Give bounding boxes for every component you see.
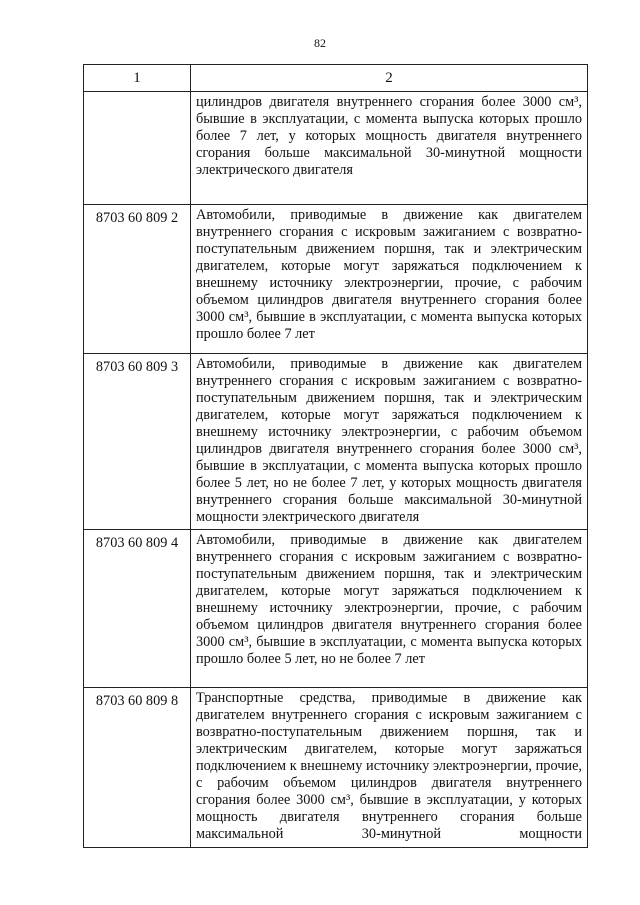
column-header-2: 2	[191, 65, 588, 92]
tariff-table	[83, 64, 588, 848]
table-row	[84, 354, 588, 530]
column-header-1: 1	[84, 65, 191, 92]
description-cell: Автомобили, приводимые в движение как двигателем внутреннего сгорания с искровым зажиганием с возвратно-поступательным движением поршня, так и электрическим двигателем, которые могут заряжаться подключением к внешнему источнику электроэнергии, с рабочим объемом цилиндров двигателя внутреннего сгорания более 3000 см³, бывшие в эксплуатации, с момента выпуска которых прошло более 5 лет, но не более 7 лет, у которых мощность двигателя внутреннего сгорания больше максимальной 30-минутной мощности электрического двигателя	[191, 354, 588, 530]
description-cell: Автомобили, приводимые в движение как двигателем внутреннего сгорания с искровым зажиганием с возвратно-поступательным движением поршня, так и электрическим двигателем, которые могут заряжаться подключением к внешнему источнику электроэнергии, прочие, с рабочим объемом цилиндров двигателя внутреннего сгорания более 3000 см³, бывшие в эксплуатации, с момента выпуска которых прошло более 7 лет	[191, 205, 588, 354]
table-row	[84, 205, 588, 354]
table-row	[84, 530, 588, 688]
code-cell: 8703 60 809 2	[84, 205, 191, 354]
table-header-row	[84, 65, 588, 92]
description-cell: Транспортные средства, приводимые в движение как двигателем внутреннего сгорания с искровым зажиганием с возвратно-поступательным движением поршня, так и электрическим двигателем, которые могут заряжаться подключением к внешнему источнику электроэнергии, прочие, с рабочим объемом цилиндров двигателя внутреннего сгорания более 3000 см³, бывшие в эксплуатации, у которых мощность двигателя внутреннего сгорания больше максимальной 30-минутной мощности	[191, 688, 588, 848]
code-cell: 8703 60 809 8	[84, 688, 191, 848]
page-number: 82	[314, 36, 326, 50]
code-cell: 8703 60 809 4	[84, 530, 191, 688]
description-cell: Автомобили, приводимые в движение как двигателем внутреннего сгорания с искровым зажиганием с возвратно-поступательным движением поршня, так и электрическим двигателем, которые могут заряжаться подключением к внешнему источнику электроэнергии, прочие, с рабочим объемом цилиндров двигателя внутреннего сгорания более 3000 см³, бывшие в эксплуатации, с момента выпуска которых прошло более 5 лет, но не более 7 лет	[191, 530, 588, 688]
code-cell: 8703 60 809 3	[84, 354, 191, 530]
table-row	[84, 92, 588, 205]
description-cell: цилиндров двигателя внутреннего сгорания более 3000 см³, бывшие в эксплуатации, с момента выпуска которых прошло более 7 лет, у которых мощность двигателя внутреннего сгорания больше максимальной 30-минутной мощности электрического двигателя	[191, 92, 588, 205]
table-row	[84, 688, 588, 848]
code-cell	[84, 92, 191, 205]
